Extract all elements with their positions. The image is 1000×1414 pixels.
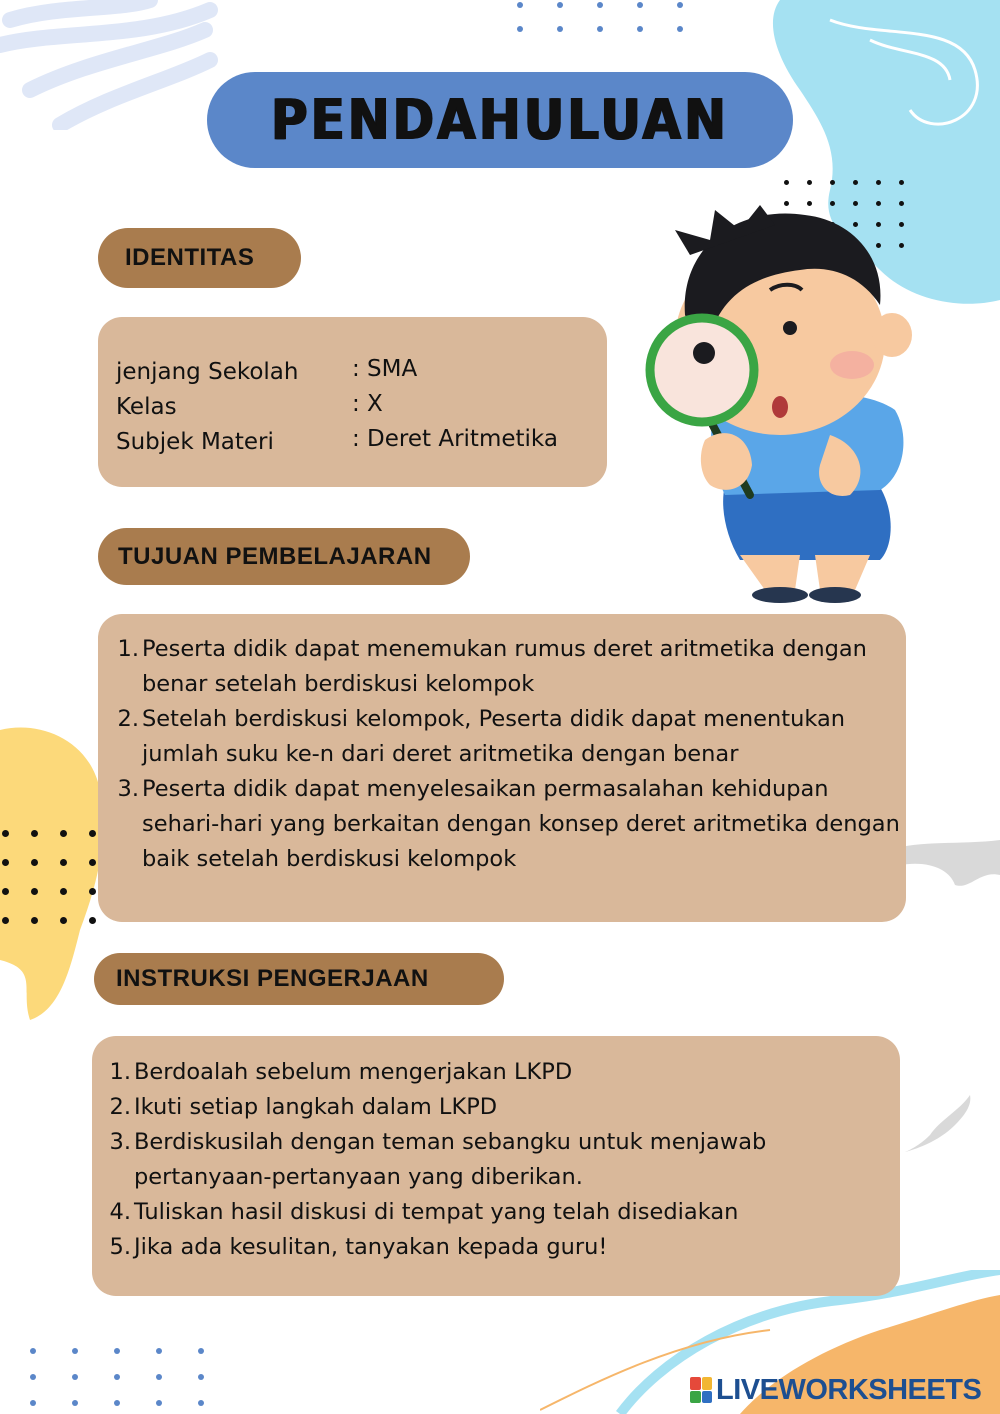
instructions-list [92, 1055, 852, 1265]
decorative-dots-bottom-left [30, 1348, 204, 1406]
list-item [100, 702, 906, 772]
list-item [92, 1230, 852, 1265]
identity-row-level [116, 352, 558, 387]
list-number: 3. [109, 1129, 131, 1155]
identity-row-subject [116, 422, 558, 457]
decorative-dots-left [2, 830, 96, 924]
identity-label: Subjek Materi [116, 429, 274, 455]
identity-row-class [116, 387, 558, 422]
list-number: 1. [109, 1059, 131, 1085]
list-item [92, 1195, 852, 1230]
list-text: Ikuti setiap langkah dalam LKPD [134, 1094, 498, 1120]
decorative-dots-top [517, 2, 683, 32]
decorative-blue-scribble [0, 0, 220, 130]
list-text: Berdoalah sebelum mengerjakan LKPD [134, 1059, 573, 1085]
decorative-gray-splash-right [890, 830, 1000, 900]
title-banner [207, 72, 793, 168]
identity-label: jenjang Sekolah [116, 359, 299, 385]
list-text: Peserta didik dapat menyelesaikan permasalahan kehidupan sehari-hari yang berkaitan dengan konsep deret aritmetika dengan baik setelah berdiskusi kelompok [142, 776, 900, 872]
list-item [92, 1090, 852, 1125]
identity-label: Kelas [116, 394, 177, 420]
list-item [92, 1125, 852, 1195]
list-item [100, 632, 906, 702]
list-text: Tuliskan hasil diskusi di tempat yang telah disediakan [134, 1199, 739, 1225]
brand-name: LIVEWORKSHEETS [716, 1373, 982, 1406]
identity-value: : X [352, 391, 383, 417]
list-item [92, 1055, 852, 1090]
list-text: Peserta didik dapat menemukan rumus deret aritmetika dengan benar setelah berdiskusi kelompok [142, 636, 867, 697]
list-text: Berdiskusilah dengan teman sebangku untuk menjawab pertanyaan-pertanyaan yang diberikan. [134, 1129, 767, 1190]
list-number: 2. [109, 1094, 131, 1120]
liveworksheets-watermark[interactable] [690, 1372, 990, 1408]
boy-magnifier-illustration [630, 195, 920, 605]
list-number: 1. [117, 636, 139, 662]
list-text: Jika ada kesulitan, tanyakan kepada guru! [134, 1234, 608, 1260]
objectives-list [100, 632, 906, 877]
list-text: Setelah berdiskusi kelompok, Peserta didik dapat menentukan jumlah suku ke-n dari deret aritmetika dengan benar [142, 706, 846, 767]
page-title: PENDAHULUAN [271, 87, 729, 153]
identity-details [116, 352, 558, 457]
identity-heading-pill [98, 228, 301, 288]
liveworksheets-logo-icon [690, 1377, 712, 1403]
identity-value: : Deret Aritmetika [352, 426, 558, 452]
objectives-heading: TUJUAN PEMBELAJARAN [118, 542, 432, 570]
list-number: 2. [117, 706, 139, 732]
list-number: 3. [117, 776, 139, 802]
list-item [100, 772, 906, 877]
decorative-gray-brush [900, 1090, 980, 1160]
identity-value: : SMA [352, 356, 418, 382]
instructions-heading-pill [94, 953, 504, 1005]
objectives-heading-pill [98, 528, 470, 585]
identity-heading: IDENTITAS [125, 244, 255, 271]
list-number: 4. [109, 1199, 131, 1225]
instructions-heading: INSTRUKSI PENGERJAAN [116, 965, 429, 992]
list-number: 5. [109, 1234, 131, 1260]
